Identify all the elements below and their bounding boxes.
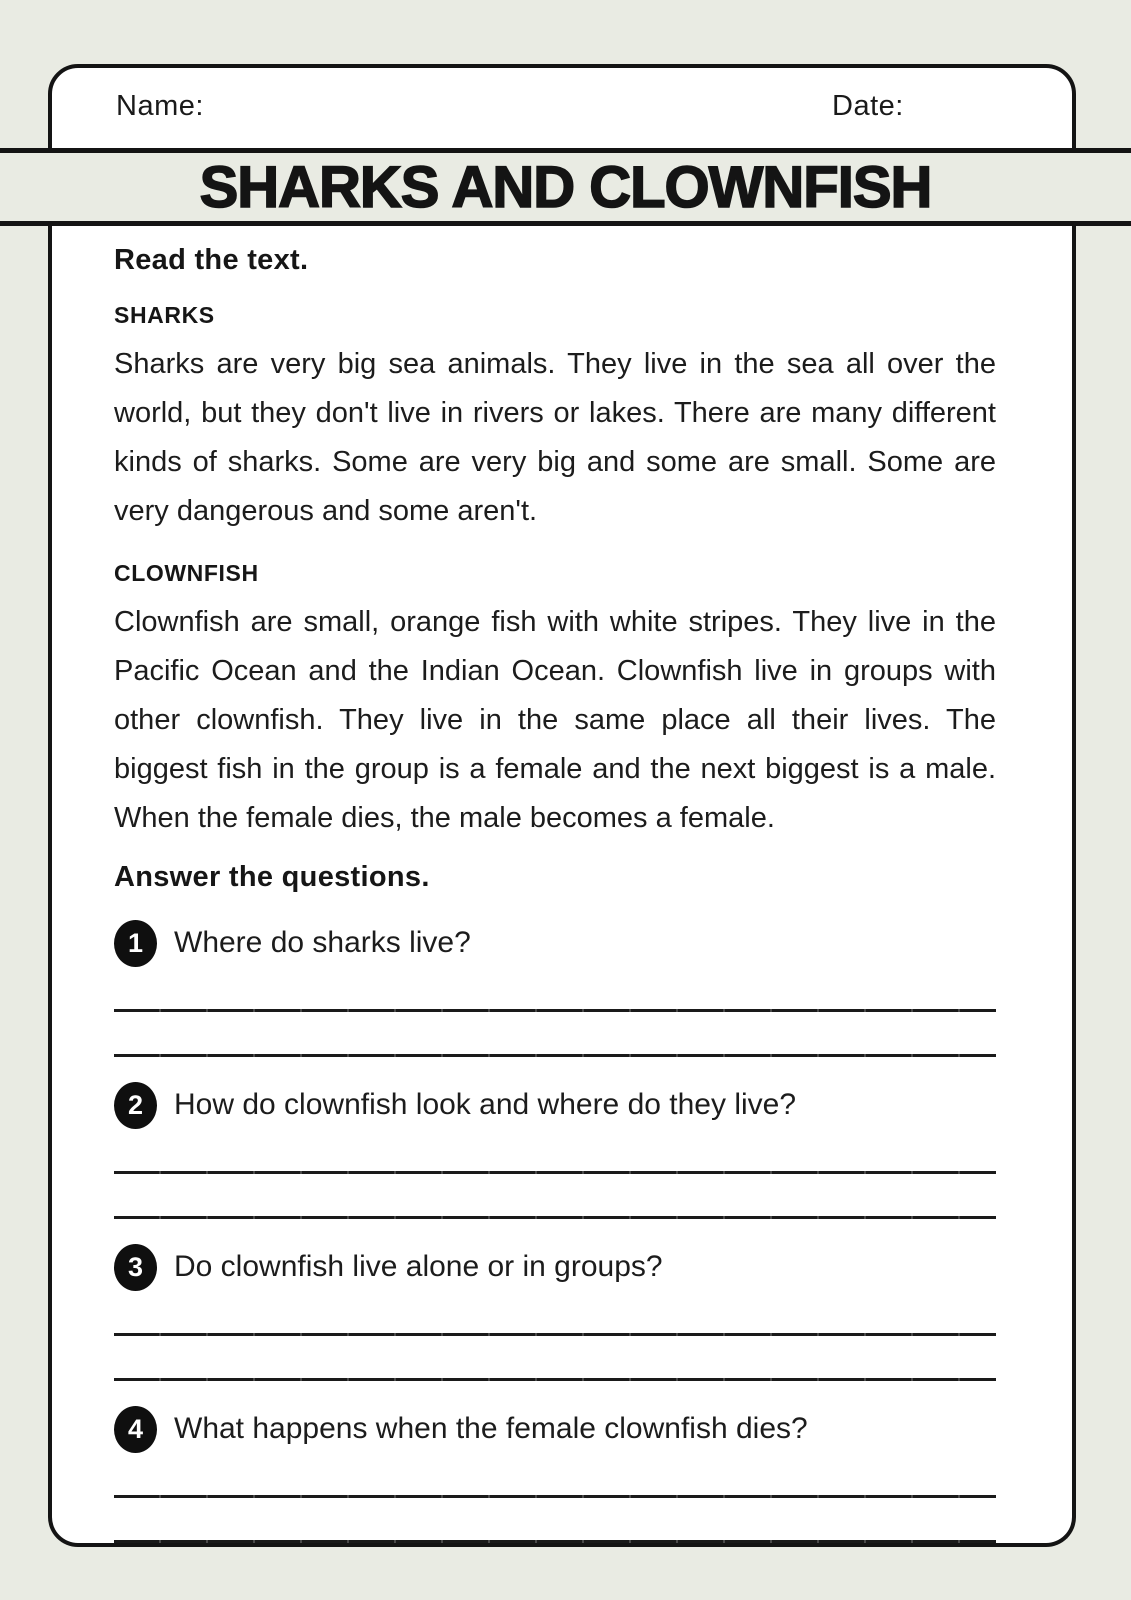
title-band bbox=[0, 148, 1131, 226]
question-2-text: How do clownfish look and where do they live? bbox=[174, 1088, 797, 1121]
passage-sharks: Sharks are very big sea animals. They live in the sea all over the world, but they don't live in rivers or lakes. There are many different kinds of sharks. Some are very big and some are small. Some are very dangerous and some aren't. bbox=[114, 348, 996, 527]
question-1 bbox=[114, 919, 996, 967]
question-4-number-badge: 4 bbox=[114, 1406, 157, 1453]
question-3-text: Do clownfish live alone or in groups? bbox=[174, 1250, 663, 1283]
question-2 bbox=[114, 1081, 996, 1129]
question-2-number-badge: 2 bbox=[114, 1082, 157, 1129]
section-heading-sharks: SHARKS bbox=[114, 302, 215, 328]
answer-line[interactable] bbox=[114, 1333, 996, 1336]
answer-instruction: Answer the questions. bbox=[114, 861, 430, 893]
answer-line[interactable] bbox=[114, 1378, 996, 1381]
question-1-number-badge: 1 bbox=[114, 920, 157, 967]
section-heading-clownfish: CLOWNFISH bbox=[114, 560, 259, 586]
question-4-text: What happens when the female clownfish dies? bbox=[174, 1412, 808, 1445]
name-label: Name: bbox=[116, 90, 204, 122]
answer-line[interactable] bbox=[114, 1540, 996, 1543]
answer-line[interactable] bbox=[114, 1216, 996, 1219]
answer-line[interactable] bbox=[114, 1495, 996, 1498]
passage-clownfish: Clownfish are small, orange fish with white stripes. They live in the Pacific Ocean and the Indian Ocean. Clownfish live in groups with other clownfish. They live in the same place all their lives. The biggest fish in the group is a female and the next biggest is a male. When the female dies, the male becomes a female. bbox=[114, 606, 996, 834]
worksheet-title: SHARKS AND CLOWNFISH bbox=[199, 154, 932, 220]
date-label: Date: bbox=[832, 90, 904, 122]
question-4 bbox=[114, 1405, 996, 1453]
answer-line[interactable] bbox=[114, 1171, 996, 1174]
question-1-text: Where do sharks live? bbox=[174, 926, 471, 959]
question-3 bbox=[114, 1243, 996, 1291]
answer-line[interactable] bbox=[114, 1054, 996, 1057]
worksheet-body-card bbox=[48, 226, 1076, 1547]
answer-line[interactable] bbox=[114, 1009, 996, 1012]
question-3-number-badge: 3 bbox=[114, 1244, 157, 1291]
read-instruction: Read the text. bbox=[114, 244, 309, 276]
